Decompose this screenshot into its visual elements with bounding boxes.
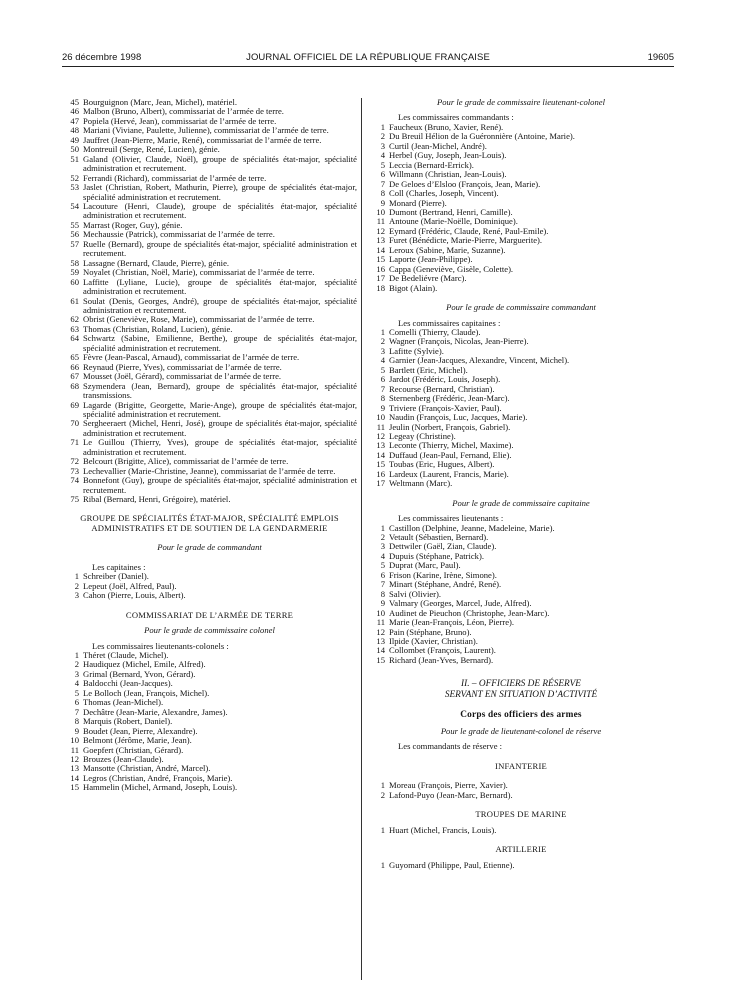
right-column [368, 98, 674, 870]
entry-number: 10 [376, 206, 385, 217]
entry-text: Belcourt (Brigitte, Alice), commissariat de l’armée de terre. [83, 456, 289, 467]
entry-text: Brouzes (Jean-Claude). [83, 754, 164, 764]
entry-number: 1 [380, 121, 385, 132]
entry-number: 1 [74, 571, 79, 582]
entry-text: Garnier (Jean-Jacques, Alexandre, Vincent, Michel). [389, 355, 570, 366]
artillerie-heading: ARTILLERIE [495, 844, 547, 855]
entry-text: Bonnefont (Guy), groupe de spécialités état-major, spécialité administration et recrutement. [83, 475, 357, 495]
entry-number: 70 [70, 418, 79, 429]
entry-text: Schwartz (Sabine, Emilienne, Berthe), groupe de spécialités état-major, spécialité administration et recrutement. [83, 333, 357, 353]
list-entry [62, 495, 357, 504]
promotion-list-3 [62, 651, 357, 793]
entry-text: Frison (Karine, Irène, Simone). [389, 569, 497, 580]
entry-text: Monard (Pierre). [389, 197, 447, 208]
promotion-list-9 [368, 861, 674, 870]
entry-number: 1 [380, 859, 385, 870]
entry-text: Willmann (Christian, Jean-Louis). [389, 169, 507, 180]
lieutenants-label: Les commissaires lieutenants : [398, 513, 504, 524]
entry-number: 65 [70, 352, 79, 363]
entry-text: Duprat (Marc, Paul). [389, 560, 461, 571]
list-entry [62, 202, 357, 221]
entry-number: 72 [70, 456, 79, 467]
header-rule [62, 66, 674, 67]
entry-text: Le Bolloch (Jean, François, Michel). [83, 687, 210, 698]
entry-number: 54 [70, 200, 79, 211]
list-entry [62, 334, 357, 353]
entry-number: 49 [70, 134, 79, 145]
entry-text: Reynaud (Pierre, Yves), commissariat de l’armée de terre. [83, 361, 282, 372]
entry-number: 15 [376, 459, 385, 470]
entry-number: 3 [380, 140, 385, 151]
entry-text: Salvi (Olivier). [389, 588, 442, 599]
list-entry [368, 479, 674, 488]
entry-number: 16 [376, 263, 385, 274]
left-column [62, 98, 357, 793]
entry-text: Marrast (Roger, Guy), génie. [83, 219, 183, 230]
header-date: 26 décembre 1998 [62, 52, 142, 63]
list-entry [62, 183, 357, 202]
entry-number: 7 [380, 178, 385, 189]
entry-number: 8 [74, 716, 79, 727]
list-entry [62, 401, 357, 420]
entry-number: 11 [376, 421, 385, 432]
entry-text: Curtil (Jean-Michel, André). [389, 140, 487, 151]
entry-text: Le Guillou (Thierry, Yves), groupe de spécialités état-major, spécialité administration et recrutement. [83, 437, 357, 457]
entry-text: Cahon (Pierre, Louis, Albert). [83, 590, 186, 601]
capitaines-commissaires-label: Les commissaires capitaines : [398, 317, 501, 328]
entry-text: Guyomard (Philippe, Paul, Etienne). [389, 859, 515, 870]
entry-number: 11 [376, 617, 385, 628]
entry-text: Castillon (Delphine, Jeanne, Madeleine, Marie). [389, 522, 555, 533]
entry-number: 48 [70, 125, 79, 136]
grade-heading-capitaine: Pour le grade de commissaire capitaine [452, 497, 590, 508]
entry-number: 61 [70, 295, 79, 306]
entry-number: 57 [70, 238, 79, 249]
entry-number: 62 [70, 314, 79, 325]
entry-text: Minart (Stéphane, André, René). [389, 579, 502, 590]
entry-text: Ribal (Bernard, Henri, Grégoire), matériel. [83, 494, 231, 505]
entry-number: 45 [70, 97, 79, 107]
page-number: 19605 [647, 52, 674, 63]
page-header [62, 52, 674, 66]
entry-text: Triviere (François-Xavier, Paul). [389, 402, 502, 413]
entry-text: Fèvre (Jean-Pascal, Arnaud), commissariat de l’armée de terre. [83, 352, 300, 363]
entry-number: 4 [380, 355, 385, 366]
promotion-list-7 [368, 781, 674, 800]
entry-number: 17 [376, 273, 385, 284]
entry-number: 1 [74, 650, 79, 661]
entry-number: 15 [70, 782, 79, 793]
entry-number: 8 [380, 188, 385, 199]
entry-number: 52 [70, 172, 79, 183]
grade-heading-colonel: Pour le grade de commissaire colonel [144, 625, 275, 636]
entry-number: 55 [70, 219, 79, 230]
list-entry [62, 155, 357, 174]
entry-number: 13 [376, 636, 385, 647]
entry-number: 7 [74, 706, 79, 717]
entry-text: Eymard (Frédéric, Claude, René, Paul-Emile). [389, 225, 549, 236]
promotion-list-6 [368, 524, 674, 666]
entry-text: Belmont (Jérôme, Marie, Jean). [83, 735, 192, 746]
entry-number: 4 [380, 550, 385, 561]
entry-text: Mariani (Viviane, Paulette, Julienne), commissariat de l’armée de terre. [83, 125, 329, 136]
entry-text: Mousset (Joël, Gérard), commissariat de l’armée de terre. [83, 371, 282, 382]
entry-number: 9 [74, 725, 79, 736]
capitaines-label: Les capitaines : [92, 561, 146, 572]
entry-number: 13 [376, 440, 385, 451]
entry-text: Baldocchi (Jean-Jacques). [83, 678, 173, 689]
entry-text: Thomas (Jean-Michel). [83, 697, 164, 708]
list-entry [62, 419, 357, 438]
entry-number: 2 [74, 659, 79, 670]
list-entry [62, 382, 357, 401]
list-entry [62, 240, 357, 259]
list-entry [62, 591, 357, 600]
entry-number: 18 [376, 282, 385, 293]
entry-number: 3 [74, 590, 79, 601]
entry-text: Lacouture (Henri, Claude), groupe de spécialités état-major, spécialité administration et recrutement. [83, 200, 357, 221]
entry-text: Bartlett (Eric, Michel). [389, 364, 468, 375]
entry-number: 2 [380, 789, 385, 800]
entry-number: 3 [74, 668, 79, 679]
entry-number: 8 [380, 393, 385, 404]
entry-text: Audinet de Pieuchon (Christophe, Jean-Marc). [389, 607, 550, 618]
entry-text: Leccia (Bernard-Errick). [389, 159, 474, 170]
list-entry [62, 438, 357, 457]
section-title-2: SERVANT EN SITUATION D’ACTIVITÉ [444, 689, 598, 700]
entry-number: 7 [380, 579, 385, 590]
lieutenants-colonels-label: Les commissaires lieutenants-colonels : [92, 640, 229, 651]
entry-number: 9 [380, 197, 385, 208]
entry-number: 5 [380, 364, 385, 375]
entry-number: 4 [74, 678, 79, 689]
entry-text: Weltmann (Marc). [389, 478, 453, 489]
entry-number: 8 [380, 588, 385, 599]
entry-text: Lafond-Puyo (Jean-Marc, Bernard). [389, 789, 513, 800]
entry-text: Lafitte (Sylvie). [389, 345, 444, 356]
entry-text: De Geloes d’Elsloo (François, Jean, Marie). [389, 178, 541, 189]
entry-text: Du Breuil Hélion de la Guéronnière (Antoine, Marie). [389, 131, 575, 142]
entry-text: Dumont (Bertrand, Henri, Camille). [389, 206, 513, 217]
entry-number: 5 [74, 687, 79, 698]
entry-text: Leroux (Sabine, Marie, Suzanne). [389, 244, 506, 255]
grade-heading-reserve: Pour le grade de lieutenant-colonel de réserve [440, 725, 602, 736]
entry-number: 47 [70, 115, 79, 126]
entry-number: 4 [380, 150, 385, 161]
entry-number: 12 [70, 754, 79, 764]
entry-text: Obrist (Geneviève, Rose, Marie), commissariat de l’armée de terre. [83, 314, 315, 325]
entry-number: 63 [70, 323, 79, 334]
entry-text: Jardot (Frédéric, Louis, Joseph). [389, 374, 501, 385]
list-entry [62, 783, 357, 792]
entry-number: 12 [376, 430, 385, 441]
entry-text: Wagner (François, Nicolas, Jean-Pierre). [389, 336, 529, 347]
entry-text: Mansotte (Christian, André, Marcel). [83, 763, 211, 774]
entry-text: Pain (Stéphane, Bruno). [389, 626, 472, 637]
entry-text: Bigot (Alain). [389, 282, 438, 293]
entry-text: Soulat (Denis, Georges, André), groupe de spécialités état-major, spécialité administration et recrutement. [83, 295, 357, 315]
entry-number: 11 [70, 744, 79, 755]
infanterie-heading: INFANTERIE [495, 760, 547, 771]
entry-text: De Bedeliévre (Marc). [389, 273, 467, 284]
list-entry [368, 284, 674, 293]
entry-text: Lagarde (Brigitte, Georgette, Marie-Ange), groupe de spécialités état-major, spécialité administration et recrutement. [83, 399, 357, 419]
entry-text: Dettwiler (Gaël, Zian, Claude). [389, 541, 497, 552]
entry-text: Dechâtre (Jean-Marie, Alexandre, James). [83, 706, 228, 717]
entry-number: 6 [380, 374, 385, 385]
promotion-list-2 [62, 572, 357, 600]
grade-heading-commandant: Pour le grade de commandant [157, 542, 262, 553]
entry-text: Théret (Claude, Michel). [83, 650, 169, 661]
list-entry [368, 656, 674, 665]
entry-text: Thomas (Christian, Roland, Lucien), génie. [83, 323, 233, 334]
grade-heading-commissaire-commandant: Pour le grade de commissaire commandant [446, 302, 596, 313]
entry-text: Coll (Charles, Joseph, Vincent). [389, 188, 499, 199]
entry-text: Sergheeraert (Michel, Henri, José), groupe de spécialités état-major, spécialité administration et recrutement. [83, 418, 357, 438]
entry-number: 56 [70, 229, 79, 240]
entry-number: 14 [376, 244, 385, 255]
entry-number: 14 [376, 645, 385, 656]
journal-title: JOURNAL OFFICIEL DE LA RÉPUBLIQUE FRANÇAISE [246, 52, 490, 63]
entry-number: 58 [70, 257, 79, 268]
list-entry [62, 297, 357, 316]
entry-number: 3 [380, 345, 385, 356]
entry-number: 51 [70, 153, 79, 164]
entry-text: Jaslet (Christian, Robert, Mathurin, Pierre), groupe de spécialités état-major, spécialité administration et recrutement. [83, 182, 357, 202]
column-divider [361, 98, 362, 980]
entry-text: Moreau (François, Pierre, Xavier). [389, 780, 508, 791]
entry-text: Jauffret (Jean-Pierre, Marie, René), commissariat de l’armée de terre. [83, 134, 322, 145]
entry-text: Lassagne (Bernard, Claude, Pierre), génie. [83, 257, 230, 268]
entry-number: 74 [70, 475, 79, 486]
entry-number: 10 [70, 735, 79, 746]
commandants-label: Les commissaires commandants : [398, 112, 514, 123]
entry-text: Lepeut (Joël, Alfred, Paul). [83, 580, 177, 591]
entry-text: Schreiber (Daniel). [83, 571, 149, 582]
entry-number: 3 [380, 541, 385, 552]
entry-text: Comelli (Thierry, Claude). [389, 326, 481, 337]
entry-number: 46 [70, 106, 79, 117]
entry-text: Ilpide (Xavier, Christian). [389, 636, 478, 647]
list-entry [62, 476, 357, 495]
entry-text: Cappa (Geneviève, Gisèle, Colette). [389, 263, 514, 274]
entry-number: 66 [70, 361, 79, 372]
promotion-list-5 [368, 328, 674, 489]
entry-number: 6 [74, 697, 79, 708]
entry-text: Duffaud (Jean-Paul, Fernand, Elie). [389, 449, 512, 460]
entry-text: Toubas (Eric, Hugues, Albert). [389, 459, 495, 470]
entry-text: Sternenberg (Frédéric, Jean-Marc). [389, 393, 510, 404]
entry-text: Jeulin (Norbert, François, Gabriel). [389, 421, 511, 432]
entry-number: 13 [70, 763, 79, 774]
entry-number: 71 [70, 437, 79, 448]
entry-number: 16 [376, 468, 385, 479]
promotion-list-1 [62, 98, 357, 504]
entry-number: 15 [376, 254, 385, 265]
entry-text: Lechevallier (Marie-Christine, Jeanne), commissariat de l’armée de terre. [83, 465, 336, 476]
grade-heading-lieutenant-colonel: Pour le grade de commissaire lieutenant-colonel [437, 97, 605, 107]
entry-number: 50 [70, 144, 79, 155]
entry-number: 12 [376, 626, 385, 637]
entry-number: 15 [376, 654, 385, 665]
entry-number: 59 [70, 267, 79, 278]
entry-text: Lardeux (Laurent, Francis, Marie). [389, 468, 509, 479]
entry-text: Bourguignon (Marc, Jean, Michel), matériel. [83, 97, 238, 107]
entry-text: Dupuis (Stéphane, Patrick). [389, 550, 484, 561]
entry-text: Ferrandi (Richard), commissariat de l’armée de terre. [83, 172, 267, 183]
entry-text: Vetault (Sébastien, Bernard). [389, 532, 489, 543]
entry-text: Legeay (Christine). [389, 430, 456, 441]
list-entry [368, 791, 674, 800]
entry-number: 1 [380, 326, 385, 337]
entry-text: Haudiquez (Michel, Emile, Alfred). [83, 659, 206, 670]
corps-heading: Corps des officiers des armes [460, 710, 582, 721]
entry-number: 14 [376, 449, 385, 460]
entry-text: Ruelle (Bernard), groupe de spécialités état-major, spécialité administration et recrutement. [83, 238, 357, 259]
entry-number: 67 [70, 371, 79, 382]
entry-text: Boudet (Jean, Pierre, Alexandre). [83, 725, 198, 736]
entry-number: 1 [380, 522, 385, 533]
promotion-list-4 [368, 123, 674, 293]
entry-number: 2 [380, 336, 385, 347]
entry-text: Marquis (Robert, Daniel). [83, 716, 173, 727]
entry-number: 68 [70, 380, 79, 391]
entry-text: Valmary (Georges, Marcel, Jude, Alfred). [389, 598, 532, 609]
entry-number: 5 [380, 560, 385, 571]
group-heading: GROUPE DE SPÉCIALITÉS ÉTAT-MAJOR, SPÉCIALITÉ EMPLOIS ADMINISTRATIFS ET DE SOUTIEN DE LA GENDARMERIE [80, 513, 339, 533]
entry-number: 13 [376, 235, 385, 246]
marine-heading: TROUPES DE MARINE [475, 809, 567, 820]
entry-text: Mechaussie (Patrick), commissariat de l’armée de terre. [83, 229, 275, 240]
entry-text: Galand (Olivier, Claude, Noël), groupe de spécialités état-major, spécialité administration et recrutement. [83, 153, 357, 174]
entry-text: Grimal (Bernard, Yvon, Gérard). [83, 668, 196, 679]
entry-number: 9 [380, 402, 385, 413]
entry-text: Szymendera (Jean, Bernard), groupe de spécialités état-major, spécialité transmissions. [83, 380, 357, 401]
entry-number: 69 [70, 399, 79, 410]
entry-text: Faucheux (Bruno, Xavier, René). [389, 121, 504, 132]
entry-text: Noyalet (Christian, Noël, Marie), commissariat de l’armée de terre. [83, 267, 315, 278]
list-entry [62, 278, 357, 297]
entry-number: 6 [380, 169, 385, 180]
entry-number: 9 [380, 598, 385, 609]
entry-number: 1 [380, 824, 385, 835]
entry-text: Hammelin (Michel, Armand, Joseph, Louis). [83, 782, 238, 793]
reserve-label: Les commandants de réserve : [398, 741, 503, 752]
promotion-list-8 [368, 826, 674, 835]
entry-text: Laffitte (Lyliane, Lucie), groupe de spécialités état-major, spécialité administration et recrutement. [83, 276, 357, 297]
entry-text: Furet (Bénédicte, Marie-Pierre, Marguerite). [389, 235, 543, 246]
entry-number: 7 [380, 383, 385, 394]
entry-number: 14 [70, 772, 79, 783]
entry-number: 73 [70, 465, 79, 476]
commissariat-heading: COMMISSARIAT DE L’ARMÉE DE TERRE [125, 609, 294, 620]
entry-text: Huart (Michel, Francis, Louis). [389, 824, 497, 835]
section-title-1: II. – OFFICIERS DE RÉSERVE [461, 679, 581, 690]
entry-text: Richard (Jean-Yves, Bernard). [389, 654, 494, 665]
entry-text: Malbon (Bruno, Albert), commissariat de l’armée de terre. [83, 106, 284, 117]
entry-number: 60 [70, 276, 79, 287]
entry-text: Montreuil (Serge, René, Lucien), génie. [83, 144, 220, 155]
list-entry [368, 826, 674, 835]
entry-number: 53 [70, 182, 79, 193]
entry-number: 1 [380, 780, 385, 791]
entry-text: Recourse (Bernard, Christian). [389, 383, 495, 394]
entry-text: Goepfert (Christian, Gérard). [83, 744, 184, 755]
entry-text: Antoune (Marie-Noëlle, Dominique). [389, 216, 518, 227]
entry-number: 2 [380, 131, 385, 142]
entry-number: 11 [376, 216, 385, 227]
entry-text: Legros (Christian, André, François, Marie). [83, 772, 233, 783]
entry-text: Leconte (Thierry, Michel, Maxime). [389, 440, 514, 451]
entry-number: 10 [376, 607, 385, 618]
entry-number: 17 [376, 478, 385, 489]
entry-text: Herbel (Guy, Joseph, Jean-Louis). [389, 150, 507, 161]
entry-number: 2 [74, 580, 79, 591]
entry-number: 2 [380, 532, 385, 543]
entry-text: Naudin (François, Luc, Jacques, Marie). [389, 412, 528, 423]
entry-text: Collombet (François, Laurent). [389, 645, 496, 656]
entry-text: Laporte (Jean-Philippe). [389, 254, 473, 265]
entry-number: 10 [376, 412, 385, 423]
entry-number: 6 [380, 569, 385, 580]
list-entry [368, 861, 674, 870]
entry-number: 75 [70, 494, 79, 505]
entry-number: 5 [380, 159, 385, 170]
entry-text: Marie (Jean-François, Léon, Pierre). [389, 617, 515, 628]
entry-number: 12 [376, 225, 385, 236]
entry-text: Popiela (Hervé, Jean), commissariat de l’armée de terre. [83, 115, 277, 126]
entry-number: 64 [70, 333, 79, 344]
